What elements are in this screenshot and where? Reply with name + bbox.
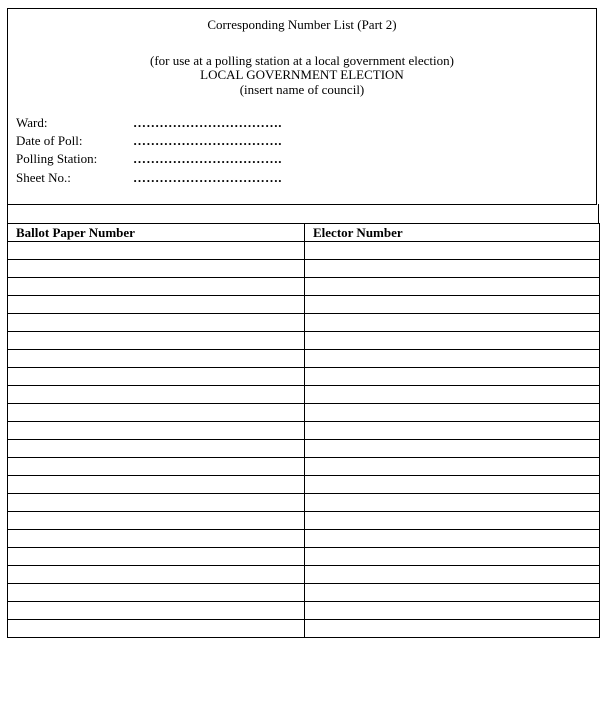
elector-number-cell[interactable] (305, 530, 600, 548)
elector-number-cell[interactable] (305, 386, 600, 404)
ward-label: Ward: (16, 115, 48, 130)
table-row (8, 476, 600, 494)
ballot-paper-number-cell[interactable] (8, 404, 305, 422)
elector-number-cell[interactable] (305, 602, 600, 620)
ballot-paper-number-cell[interactable] (8, 368, 305, 386)
ballot-paper-number-cell[interactable] (8, 278, 305, 296)
ballot-paper-number-cell[interactable] (8, 422, 305, 440)
elector-number-cell[interactable] (305, 584, 600, 602)
table-row (8, 332, 600, 350)
elector-number-cell[interactable] (305, 296, 600, 314)
table-row (8, 368, 600, 386)
elector-number-cell[interactable] (305, 476, 600, 494)
column-header-ballot-paper-number: Ballot Paper Number (8, 224, 305, 242)
ballot-paper-number-cell[interactable] (8, 530, 305, 548)
elector-number-cell[interactable] (305, 440, 600, 458)
table-row (8, 548, 600, 566)
form-title: Corresponding Number List (Part 2) (207, 17, 397, 32)
elector-number-cell[interactable] (305, 404, 600, 422)
ballot-paper-number-cell[interactable] (8, 494, 305, 512)
elector-number-cell[interactable] (305, 548, 600, 566)
elector-number-cell[interactable] (305, 278, 600, 296)
table-row (8, 314, 600, 332)
table-row (8, 260, 600, 278)
table-row (8, 602, 600, 620)
polling-station-blank[interactable]: ……………………………. (133, 151, 282, 166)
table-row (8, 296, 600, 314)
form-header (7, 8, 597, 205)
table-row (8, 278, 600, 296)
table-header-row (8, 224, 600, 242)
ballot-paper-number-cell[interactable] (8, 548, 305, 566)
election-name: LOCAL GOVERNMENT ELECTION (200, 67, 404, 82)
ballot-paper-number-cell[interactable] (8, 440, 305, 458)
ballot-paper-number-cell[interactable] (8, 296, 305, 314)
table-row (8, 386, 600, 404)
elector-number-cell[interactable] (305, 494, 600, 512)
council-placeholder: (insert name of council) (239, 82, 365, 97)
ballot-paper-number-cell[interactable] (8, 476, 305, 494)
column-header-elector-number: Elector Number (305, 224, 600, 242)
elector-number-cell[interactable] (305, 332, 600, 350)
date-of-poll-field (16, 133, 282, 148)
spacer-band (7, 204, 599, 224)
ballot-paper-number-cell[interactable] (8, 584, 305, 602)
ballot-paper-number-cell[interactable] (8, 512, 305, 530)
table-row (8, 530, 600, 548)
table-row (8, 422, 600, 440)
table-row (8, 512, 600, 530)
table-row (8, 350, 600, 368)
ward-blank[interactable]: ……………………………. (133, 115, 282, 130)
table-body (8, 242, 600, 638)
sheet-no-blank[interactable]: ……………………………. (133, 170, 282, 185)
sheet-no-label: Sheet No.: (16, 170, 71, 185)
elector-number-cell[interactable] (305, 242, 600, 260)
ballot-paper-number-cell[interactable] (8, 332, 305, 350)
ballot-paper-number-cell[interactable] (8, 620, 305, 638)
date-of-poll-label: Date of Poll: (16, 133, 83, 148)
usage-note: (for use at a polling station at a local government election) (150, 53, 454, 68)
polling-station-label: Polling Station: (16, 151, 98, 166)
table-row (8, 440, 600, 458)
table-row (8, 242, 600, 260)
elector-number-cell[interactable] (305, 512, 600, 530)
elector-number-cell[interactable] (305, 458, 600, 476)
table-row (8, 584, 600, 602)
sheet-no-field (16, 170, 282, 185)
ballot-paper-number-cell[interactable] (8, 242, 305, 260)
table-row (8, 404, 600, 422)
ward-field (16, 115, 282, 130)
corresponding-number-table (7, 223, 600, 638)
table-row (8, 566, 600, 584)
ballot-paper-number-cell[interactable] (8, 602, 305, 620)
ballot-paper-number-cell[interactable] (8, 314, 305, 332)
elector-number-cell[interactable] (305, 620, 600, 638)
ballot-paper-number-cell[interactable] (8, 458, 305, 476)
date-of-poll-blank[interactable]: ……………………………. (133, 133, 282, 148)
ballot-paper-number-cell[interactable] (8, 566, 305, 584)
polling-station-field (16, 151, 282, 166)
table-row (8, 620, 600, 638)
elector-number-cell[interactable] (305, 350, 600, 368)
elector-number-cell[interactable] (305, 368, 600, 386)
elector-number-cell[interactable] (305, 566, 600, 584)
elector-number-cell[interactable] (305, 260, 600, 278)
elector-number-cell[interactable] (305, 314, 600, 332)
table-row (8, 458, 600, 476)
table-row (8, 494, 600, 512)
ballot-paper-number-cell[interactable] (8, 386, 305, 404)
ballot-paper-number-cell[interactable] (8, 350, 305, 368)
elector-number-cell[interactable] (305, 422, 600, 440)
ballot-paper-number-cell[interactable] (8, 260, 305, 278)
